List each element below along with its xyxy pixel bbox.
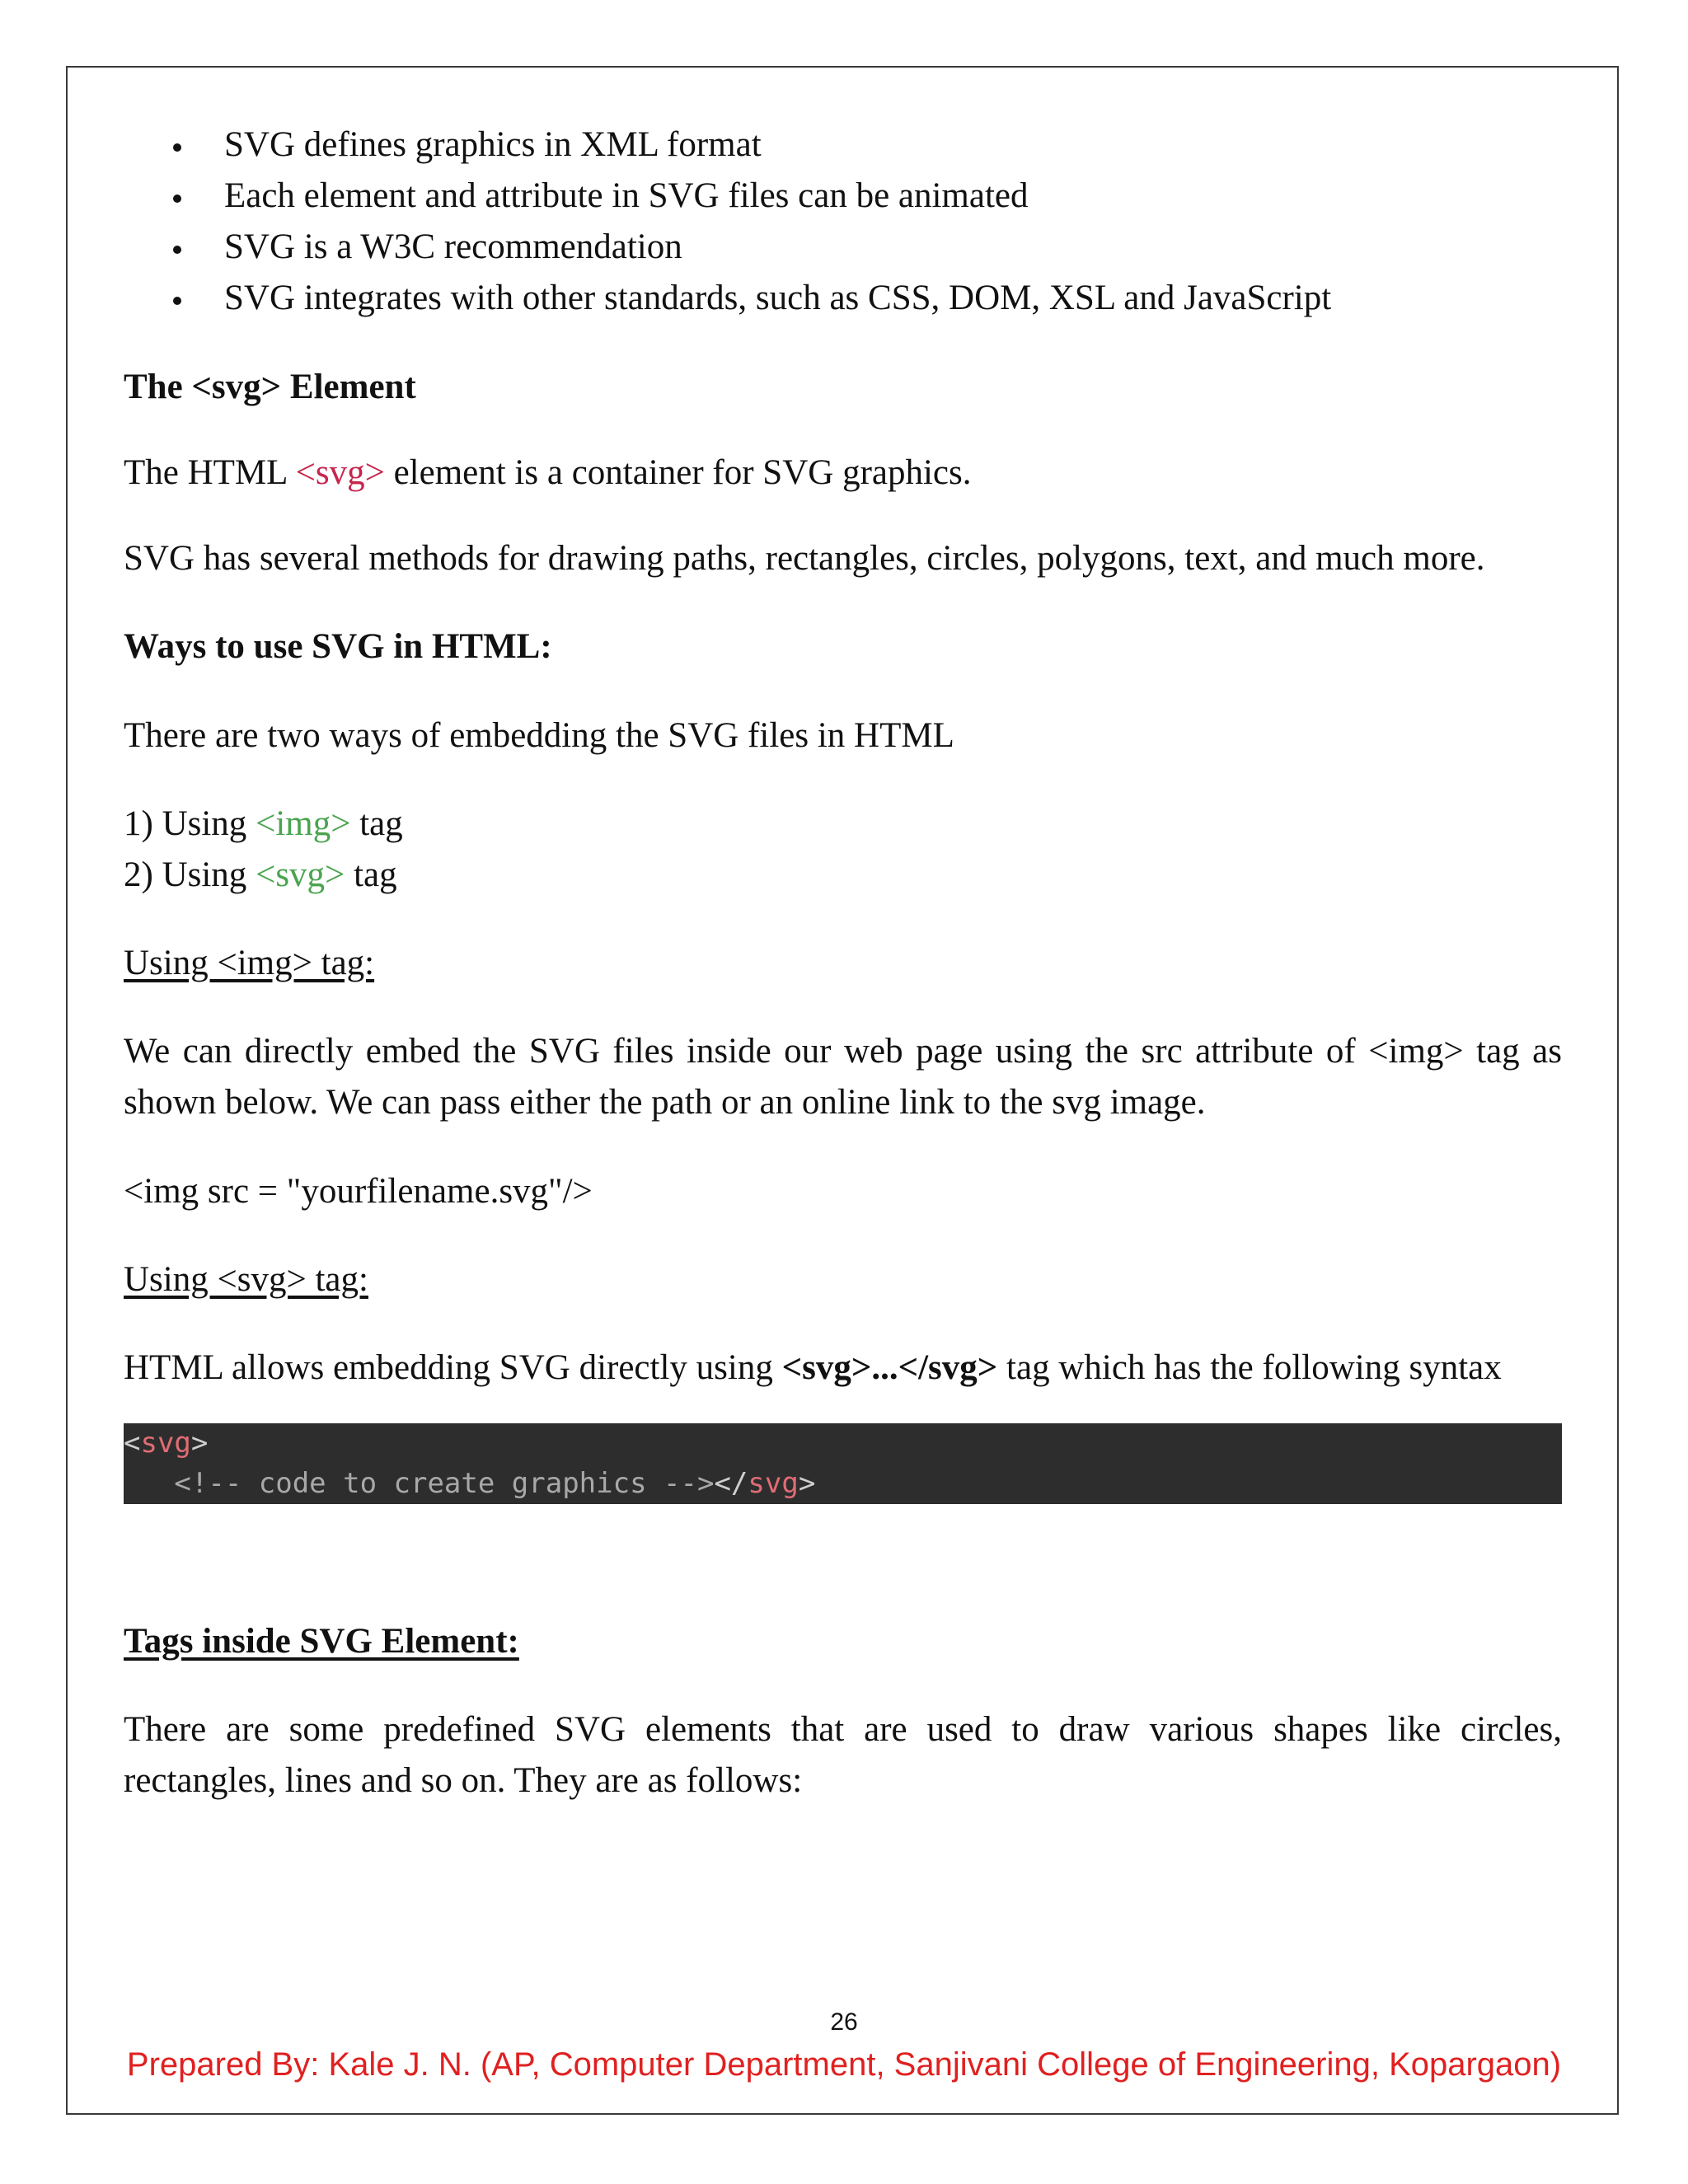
bullet-icon	[173, 297, 181, 305]
svg-methods-paragraph: SVG has several methods for drawing paths, rectangles, circles, polygons, text, and much more.	[124, 539, 1485, 578]
svg-tag-inline: <svg>	[295, 453, 385, 492]
svg-syntax-code-block	[124, 1423, 1562, 1504]
svg-element-heading: The <svg> Element	[124, 368, 416, 406]
list-item: SVG is a W3C recommendation	[124, 222, 1562, 273]
bullet-icon	[173, 143, 181, 152]
svg-element-paragraph: The HTML <svg> element is a container for SVG graphics.	[124, 453, 972, 492]
tags-section-paragraph: There are some predefined SVG elements that are used to draw various shapes like circles, rectangles, lines and so on. They are as follows:	[124, 1710, 1562, 1800]
list-item: SVG defines graphics in XML format	[124, 120, 1562, 171]
code-line-2: <!-- code to create graphics --></svg>	[124, 1467, 816, 1500]
bullet-icon	[173, 246, 181, 254]
ways-heading: Ways to use SVG in HTML:	[124, 627, 552, 666]
tags-section-heading: Tags inside SVG Element:	[124, 1622, 519, 1661]
svg-section-heading: Using <svg> tag:	[124, 1260, 368, 1299]
code-line-1: <svg>	[124, 1427, 209, 1460]
ways-item-svg: 2) Using <svg> tag	[124, 855, 397, 894]
svg-features-list	[124, 120, 1562, 324]
img-example-code: <img src = "yourfilename.svg"/>	[124, 1172, 593, 1211]
footer-credit: Prepared By: Kale J. N. (AP, Computer Department, Sanjivani College of Engineering, Kopargaon)	[126, 2046, 1562, 2083]
img-section-heading: Using <img> tag:	[124, 944, 375, 982]
ways-intro: There are two ways of embedding the SVG files in HTML	[124, 716, 954, 755]
svg-section-paragraph: HTML allows embedding SVG directly using <svg>...</svg> tag which has the following syntax	[124, 1348, 1502, 1387]
list-item: SVG integrates with other standards, such as CSS, DOM, XSL and JavaScript	[124, 273, 1562, 324]
page-number: 26	[830, 2008, 858, 2036]
list-item: Each element and attribute in SVG files can be animated	[124, 171, 1562, 222]
page-content	[124, 120, 1562, 1807]
svg-tag-inline: <svg>	[256, 855, 345, 894]
img-section-paragraph: We can directly embed the SVG files inside our web page using the src attribute of <img> tag as shown below. We can pass either the path or an online link to the svg image.	[124, 1032, 1562, 1122]
bullet-icon	[173, 194, 181, 203]
img-tag-inline: <img>	[256, 804, 351, 843]
ways-item-img: 1) Using <img> tag	[124, 804, 403, 843]
